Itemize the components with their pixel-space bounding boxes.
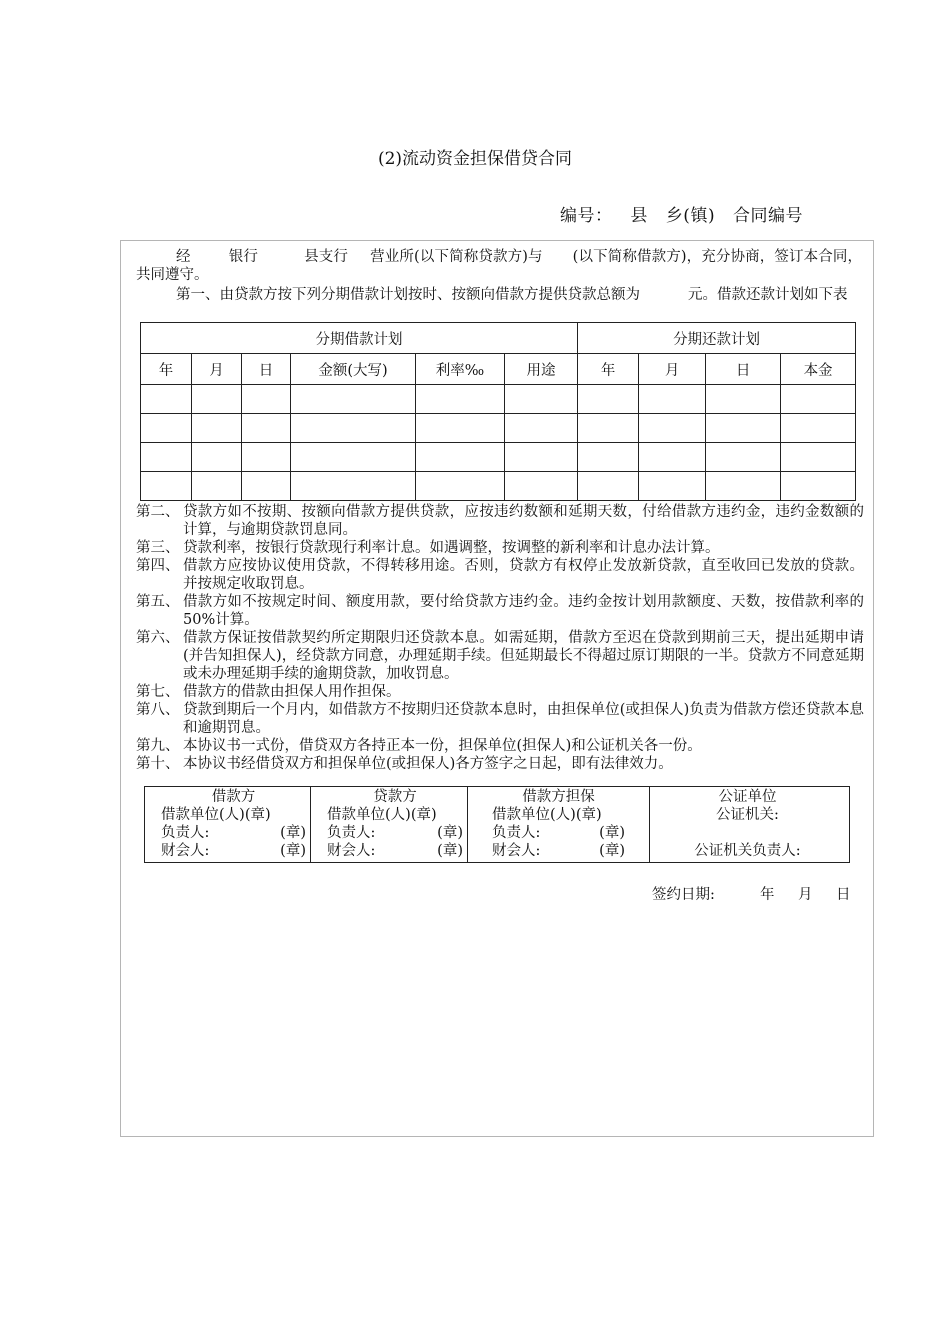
- clause-text: 贷款到期后一个月内，如借款方不按期归还贷款本息时，由担保单位(或担保人)负责为借款方偿还贷款本息和逾期罚息。: [183, 702, 864, 736]
- lender-signature-cell: [311, 787, 468, 863]
- table-cell[interactable]: [639, 414, 706, 443]
- table-cell[interactable]: [639, 472, 706, 501]
- table-cell[interactable]: [291, 443, 416, 472]
- table-cell[interactable]: [505, 385, 578, 414]
- seal-label: (章): [280, 825, 306, 841]
- repayment-plan-header: 分期还款计划: [578, 323, 856, 354]
- lender-accountant-line: [327, 842, 463, 860]
- document-number-line: 编号： 县 乡(镇) 合同编号: [560, 206, 803, 226]
- table-cell[interactable]: [505, 414, 578, 443]
- borrower-unit-line: [161, 806, 306, 824]
- clause-number: 第九、: [136, 738, 180, 754]
- unit-label: 借款单位(人): [161, 807, 245, 823]
- table-cell[interactable]: [192, 385, 242, 414]
- column-header: 月: [192, 354, 242, 385]
- table-cell[interactable]: [639, 385, 706, 414]
- table-cell[interactable]: [141, 472, 192, 501]
- intro-county: 县支行: [304, 249, 349, 265]
- borrower-header: 借款方: [211, 789, 256, 805]
- table-cell[interactable]: [242, 385, 291, 414]
- table-cell[interactable]: [578, 472, 639, 501]
- clause-item: [136, 683, 864, 701]
- intro-bank-prefix: 经: [176, 249, 191, 265]
- intro-bank: 银行: [228, 249, 259, 265]
- document-title: (2)流动资金担保借贷合同: [377, 149, 573, 169]
- clause-item: [136, 557, 864, 593]
- signature-table: [144, 786, 850, 863]
- table-cell[interactable]: [416, 414, 505, 443]
- table-cell[interactable]: [141, 443, 192, 472]
- seal-label: (章): [410, 807, 437, 823]
- clause-number: 第三、: [136, 540, 180, 556]
- table-cell[interactable]: [706, 385, 781, 414]
- clause-text: 借款方应按协议使用贷款，不得转移用途。否则，贷款方有权停止发放新贷款，直至收回已发放的贷款。并按规定收取罚息。: [183, 558, 864, 592]
- column-header: 日: [242, 354, 291, 385]
- column-header: 月: [639, 354, 706, 385]
- table-cell[interactable]: [505, 472, 578, 501]
- table-row: [141, 472, 856, 501]
- table-cell[interactable]: [192, 414, 242, 443]
- notary-header: 公证单位: [718, 789, 777, 805]
- guarantor-signature-cell: [468, 787, 650, 863]
- table-cell[interactable]: [141, 385, 192, 414]
- clause-text: 贷款方如不按期、按额向借款方提供贷款，应按违约数额和延期天数，付给借款方违约金，违约金数额的计算，与逾期贷款罚息同。: [183, 504, 864, 538]
- clause-number: 第六、: [136, 630, 180, 646]
- clause-one: [136, 286, 862, 304]
- table-cell[interactable]: [192, 472, 242, 501]
- table-cell[interactable]: [291, 385, 416, 414]
- clause-text: 借款方保证按借款契约所定期限归还贷款本息。如需延期，借款方至迟在贷款到期前三天，提出延期申请(并告知担保人)，经贷款方同意，办理延期手续。但延期最长不得超过原订期限的一半。贷款方不同意延期或未办理延期手续的逾期贷款，加收罚息。: [183, 630, 864, 682]
- clause-one-text-after: 元。借款还款计划如下表: [688, 287, 848, 303]
- column-header: 金额(大写): [291, 354, 416, 385]
- sign-date-day: 日: [836, 887, 851, 903]
- responsible-label: 负责人:: [327, 825, 376, 841]
- seal-label: (章): [437, 843, 463, 859]
- clause-item: [136, 503, 864, 539]
- clause-number: 第四、: [136, 558, 180, 574]
- column-header: 用途: [505, 354, 578, 385]
- guarantor-unit-line: [492, 806, 625, 824]
- loan-plan-table: [140, 322, 856, 501]
- sign-date-label: 签约日期:: [652, 887, 715, 903]
- table-cell[interactable]: [578, 414, 639, 443]
- table-cell[interactable]: [781, 443, 856, 472]
- notary-signature-cell: [650, 787, 850, 863]
- seal-label: (章): [575, 807, 602, 823]
- sign-date-month: 月: [798, 887, 813, 903]
- accountant-label: 财会人:: [161, 843, 210, 859]
- table-row: [141, 414, 856, 443]
- clause-text: 贷款利率，按银行贷款现行利率计息。如遇调整，按调整的新利率和计息办法计算。: [183, 540, 720, 556]
- lender-header: 贷款方: [373, 789, 417, 805]
- table-cell[interactable]: [706, 443, 781, 472]
- clause-text: 借款方的借款由担保人用作担保。: [183, 684, 401, 700]
- borrower-responsible-line: [161, 824, 306, 842]
- clause-text: 本协议书经借贷双方和担保单位(或担保人)各方签字之日起，即有法律效力。: [183, 756, 673, 772]
- clause-list: [136, 503, 864, 773]
- intro-paragraph: [136, 248, 862, 284]
- column-header: 年: [141, 354, 192, 385]
- table-row: [141, 385, 856, 414]
- borrowing-plan-header: 分期借款计划: [141, 323, 578, 354]
- lender-responsible-line: [327, 824, 463, 842]
- accountant-label: 财会人:: [492, 843, 541, 859]
- table-cell[interactable]: [639, 443, 706, 472]
- table-cell[interactable]: [242, 414, 291, 443]
- responsible-label: 负责人:: [161, 825, 210, 841]
- unit-label: 借款单位(人): [492, 807, 576, 823]
- table-cell[interactable]: [505, 443, 578, 472]
- responsible-label: 负责人:: [492, 825, 541, 841]
- guarantor-accountant-line: [492, 842, 625, 860]
- clause-text: 借款方如不按规定时间、额度用款，要付给贷款方违约金。违约金按计划用款额度、天数，按借款利率的50%计算。: [183, 594, 864, 628]
- borrower-accountant-line: [161, 842, 306, 860]
- table-cell[interactable]: [242, 443, 291, 472]
- column-header: 年: [578, 354, 639, 385]
- clause-item: [136, 629, 864, 683]
- borrower-signature-cell: [145, 787, 311, 863]
- column-header: 日: [706, 354, 781, 385]
- clause-number: 第八、: [136, 702, 180, 718]
- table-cell[interactable]: [416, 385, 505, 414]
- table-cell[interactable]: [706, 472, 781, 501]
- table-cell[interactable]: [706, 414, 781, 443]
- table-cell[interactable]: [141, 414, 192, 443]
- column-header: 本金: [781, 354, 856, 385]
- column-header: 利率‰: [416, 354, 505, 385]
- intro-branch: 营业所(以下简称贷款方)与: [370, 249, 543, 265]
- table-cell[interactable]: [192, 443, 242, 472]
- clause-number: 第二、: [136, 504, 180, 520]
- unit-label: 借款单位(人): [327, 807, 411, 823]
- table-cell[interactable]: [781, 472, 856, 501]
- accountant-label: 财会人:: [327, 843, 376, 859]
- clause-number: 第十、: [136, 756, 180, 772]
- clause-item: [136, 755, 864, 773]
- clause-item: [136, 701, 864, 737]
- notary-head-label: 公证机关负责人:: [694, 843, 801, 859]
- lender-unit-line: [327, 806, 463, 824]
- table-cell[interactable]: [578, 443, 639, 472]
- notary-office-label: 公证机关:: [716, 807, 779, 823]
- table-cell[interactable]: [416, 443, 505, 472]
- seal-label: (章): [437, 825, 463, 841]
- sign-date: [652, 883, 851, 904]
- sign-date-year: 年: [760, 887, 775, 903]
- notary-spacer: [650, 824, 845, 842]
- table-cell[interactable]: [416, 472, 505, 501]
- clause-number: 第七、: [136, 684, 180, 700]
- table-cell[interactable]: [242, 472, 291, 501]
- guarantor-responsible-line: [492, 824, 625, 842]
- table-cell[interactable]: [781, 385, 856, 414]
- table-cell[interactable]: [781, 414, 856, 443]
- guarantor-header: 借款方担保: [522, 789, 595, 805]
- clause-item: [136, 539, 864, 557]
- clause-one-text: 第一、由贷款方按下列分期借款计划按时、按额向借款方提供贷款总额为: [176, 287, 640, 303]
- table-cell[interactable]: [291, 414, 416, 443]
- table-row: [141, 443, 856, 472]
- clause-item: [136, 737, 864, 755]
- table-cell[interactable]: [578, 385, 639, 414]
- clause-text: 本协议书一式份，借贷双方各持正本一份，担保单位(担保人)和公证机关各一份。: [183, 738, 702, 754]
- seal-label: (章): [244, 807, 271, 823]
- table-cell[interactable]: [291, 472, 416, 501]
- seal-label: (章): [599, 843, 625, 859]
- intro-rest: (以下简称借款方)，充分协商，签订本合同，共同遵守。: [136, 249, 863, 283]
- seal-label: (章): [599, 825, 625, 841]
- seal-label: (章): [280, 843, 306, 859]
- clause-number: 第五、: [136, 594, 180, 610]
- clause-item: [136, 593, 864, 629]
